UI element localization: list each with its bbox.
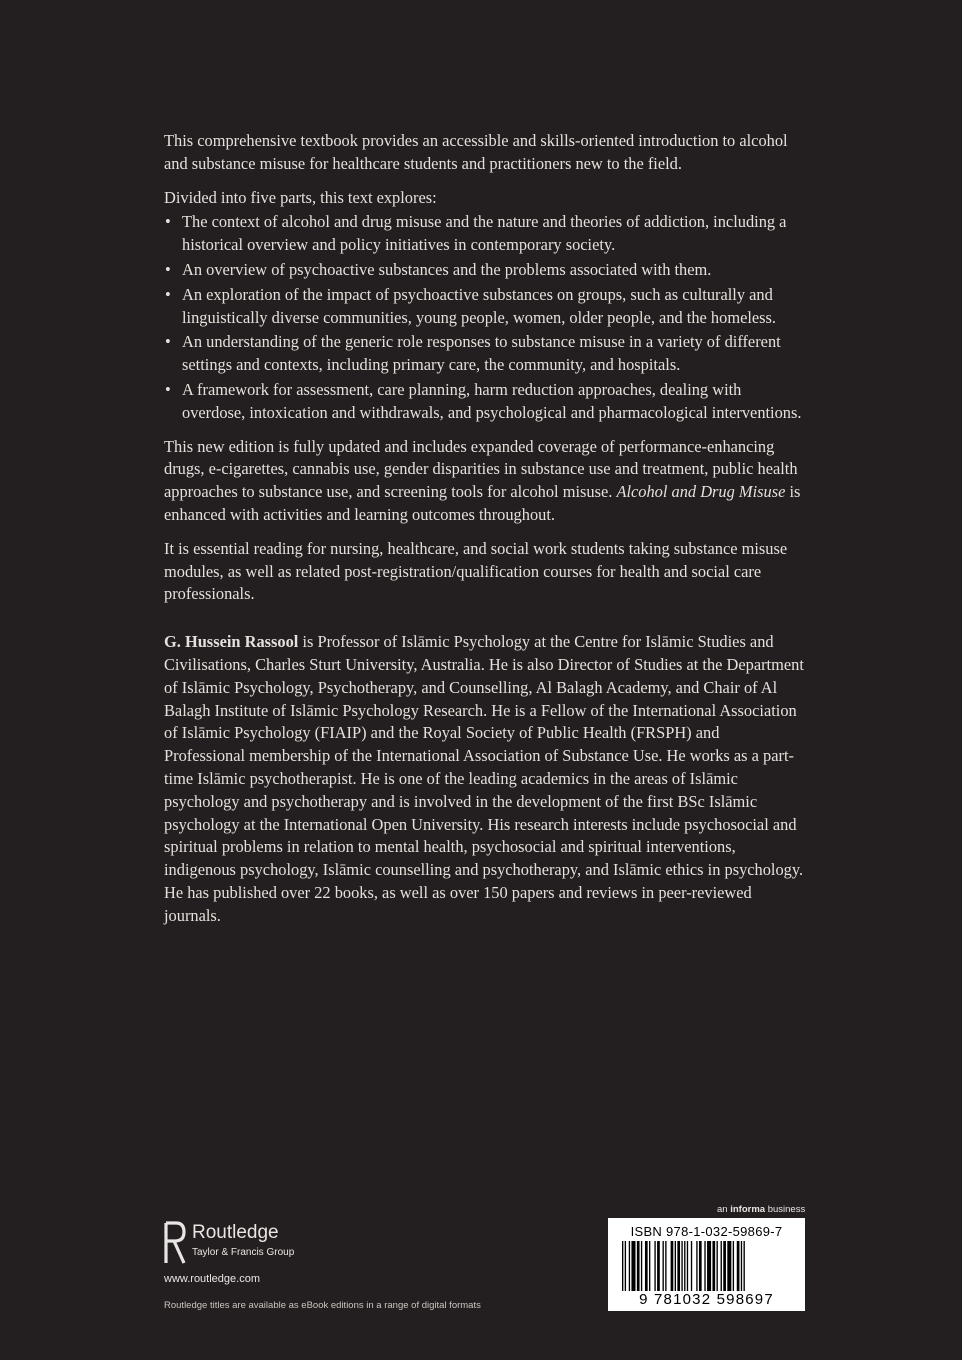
author-bio: is Professor of Islāmic Psychology at the Centre for Islāmic Studies and Civilisations, Charles Sturt University, Australia. He is also Director of Studies at the Department of Islāmic Psychology, Psychotherapy, and Counselling, Al Balagh Academy, and Chair of Al Balagh Institute of Islāmic Psychology Research. He is a Fellow of the International Association of Islāmic Psychology (FIAIP) and the Royal Society of Public Health (FRSPH) and Professional membership of the International Association of Substance Use. He works as a part-time Islāmic psychotherapist. He is one of the leading academics in the areas of Islāmic psychology and psychotherapy and is involved in the development of the first BSc Islāmic psychology at the International Open University. His research interests include psychosocial and spiritual problems in relation to mental health, psychosocial and spiritual interventions, indigenous psychology, Islāmic counselling and psychotherapy, and Islāmic ethics in psychology. He has published over 22 books, as well as over 150 papers and reviews in peer-reviewed journals. — [164, 632, 804, 925]
informa-suffix: business — [767, 1204, 806, 1215]
list-item: • An understanding of the generic role responses to substance misuse in a variety of different settings and contexts, including primary care, the community, and hospitals. — [164, 331, 804, 377]
new-edition-text-end: is enhanced with activities and learning outcomes throughout. — [164, 482, 801, 524]
barcode-digits: 9 781032 598697 — [639, 1291, 774, 1308]
publisher-logo — [164, 1220, 424, 1285]
list-item: • A framework for assessment, care planning, harm reduction approaches, dealing with overdose, intoxication and withdrawals, and psychological and pharmacological interventions. — [164, 379, 804, 425]
informa-word: informa — [730, 1204, 766, 1215]
isbn-barcode — [608, 1218, 805, 1311]
publisher-website[interactable]: www.routledge.com — [164, 1273, 260, 1285]
informa-prefix: an — [717, 1204, 728, 1215]
list-item: • An overview of psychoactive substances and the problems associated with them. — [164, 259, 804, 282]
new-edition-paragraph — [164, 436, 804, 527]
publisher-group: Taylor & Francis Group — [192, 1247, 295, 1258]
list-item: • An exploration of the impact of psychoactive substances on groups, such as culturally and linguistically diverse communities, young people, women, older people, and the homeless. — [164, 284, 804, 330]
book-title: Alcohol and Drug Misuse — [616, 482, 786, 502]
ebook-note: Routledge titles are available as eBook editions in a range of digital formats — [164, 1300, 481, 1311]
new-edition-text: This new edition is fully updated and includes expanded coverage of performance-enhancing drugs, e-cigarettes, cannabis use, gender disparities in substance use and treatment, public health approaches to substance use, and screening tools for alcohol misuse. — [164, 436, 798, 502]
intro-paragraph: This comprehensive textbook provides an accessible and skills-oriented introduction to alcohol and substance misuse for healthcare students and practitioners new to the field. — [164, 131, 788, 173]
parts-intro: Divided into five parts, this text explores: — [164, 187, 437, 207]
publisher-name: Routledge — [192, 1222, 279, 1243]
list-item: • The context of alcohol and drug misuse and the nature and theories of addiction, including a historical overview and policy initiatives in contemporary society. — [164, 211, 804, 257]
isbn-label: ISBN 978-1-032-59869-7 — [630, 1224, 783, 1239]
barcode-icon — [622, 1241, 792, 1293]
author-name: G. Hussein Rassool — [164, 632, 299, 652]
informa-tagline — [717, 1204, 805, 1215]
audience-paragraph: It is essential reading for nursing, healthcare, and social work students taking substance misuse modules, as well as related post-registration/qualification courses for health and social care professionals. — [164, 538, 788, 604]
routledge-r-icon — [164, 1220, 186, 1266]
author-paragraph — [164, 631, 804, 927]
back-cover-text — [164, 130, 804, 939]
parts-list — [164, 211, 804, 424]
